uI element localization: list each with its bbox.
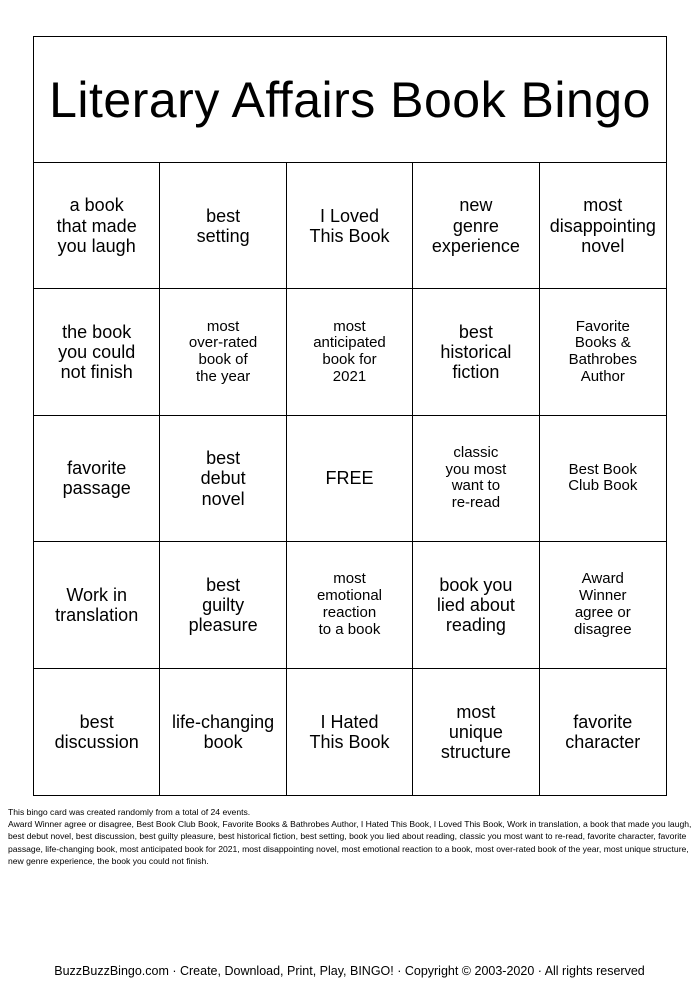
bingo-cell-text: favorite character — [565, 711, 641, 752]
bingo-cell-text: most emotional reaction to a book — [316, 570, 383, 638]
bingo-cell — [287, 163, 413, 289]
bingo-cell — [413, 289, 539, 415]
bingo-cell — [160, 542, 286, 668]
bingo-card — [33, 36, 667, 796]
bingo-cell-text: best guilty pleasure — [188, 574, 258, 635]
bingo-cell — [34, 416, 160, 542]
bingo-cell-text: best discussion — [54, 711, 139, 752]
bingo-cell — [160, 669, 286, 795]
bingo-cell — [34, 542, 160, 668]
bingo-cell-text: the book you could not finish — [58, 321, 136, 383]
bingo-cell — [34, 289, 160, 415]
bingo-cell-text: FREE — [325, 468, 374, 489]
bingo-cell — [34, 669, 160, 795]
bingo-cell-text: Best Book Club Book — [568, 460, 638, 495]
bingo-cell-text: classic you most want to re-read — [445, 443, 507, 512]
bingo-cell — [540, 542, 666, 668]
bingo-cell — [540, 289, 666, 415]
bingo-cell-text: best setting — [196, 205, 250, 246]
bingo-cell — [413, 542, 539, 668]
bingo-title: Literary Affairs Book Bingo — [49, 71, 651, 128]
bingo-cell — [413, 669, 539, 795]
bingo-cell-text: book you lied about reading — [436, 574, 515, 635]
bingo-cell — [413, 163, 539, 289]
bingo-cell — [160, 416, 286, 542]
bingo-cell-text: favorite passage — [62, 458, 131, 499]
bingo-cell-text: Favorite Books & Bathrobes Author — [568, 317, 637, 385]
bingo-cell — [287, 669, 413, 795]
copyright-line: BuzzBuzzBingo.com · Create, Download, Print, Play, BINGO! · Copyright © 2003-2020 · All rights reserved — [54, 964, 645, 978]
events-note — [8, 806, 692, 867]
events-count-note: This bingo card was created randomly from a total of 24 events. — [8, 807, 251, 817]
bingo-cell — [287, 542, 413, 668]
bingo-cell-text: most unique structure — [440, 701, 511, 762]
bingo-cell-text: most over-rated book of the year — [188, 317, 258, 385]
bingo-cell-text: most disappointing novel — [549, 195, 656, 256]
bingo-cell — [413, 416, 539, 542]
bingo-cell-text: I Hated This Book — [309, 711, 390, 752]
bingo-cell-text: Work in translation — [55, 584, 139, 625]
bingo-cell — [540, 669, 666, 795]
bingo-cell-text: life-changing book — [172, 711, 275, 752]
bingo-cell-free — [287, 416, 413, 542]
bingo-cell — [540, 163, 666, 289]
bingo-cell-text: I Loved This Book — [309, 205, 390, 246]
bingo-cell — [287, 289, 413, 415]
bingo-cell — [160, 163, 286, 289]
bingo-cell-text: best historical fiction — [440, 321, 512, 383]
bingo-cell — [160, 289, 286, 415]
bingo-title-row — [34, 37, 666, 163]
events-list: Award Winner agree or disagree, Best Book Club Book, Favorite Books & Bathrobes Author, I Hated This Book, I Loved This Book, Work in translation, a book that made you laugh, best debut novel, best discussion, best guilty pleasure, best historical fiction, best setting, book you lied about reading, classic you most want to re-read, favorite character, favorite passage, life-changing book, most anticipated book for 2021, most disappointing novel, most emotional reaction to a book, most over-rated book of the year, most unique structure, new genre experience, the book you could not finish. — [8, 819, 692, 866]
bingo-cell-text: Award Winner agree or disagree — [574, 570, 632, 638]
bingo-cell-text: best debut novel — [200, 448, 246, 509]
bingo-cell — [540, 416, 666, 542]
bingo-cell — [34, 163, 160, 289]
bingo-cell-text: new genre experience — [431, 195, 520, 256]
bingo-cell-text: most anticipated book for 2021 — [313, 317, 386, 385]
bingo-cell-text: a book that made you laugh — [56, 195, 137, 256]
bingo-grid — [34, 163, 666, 795]
